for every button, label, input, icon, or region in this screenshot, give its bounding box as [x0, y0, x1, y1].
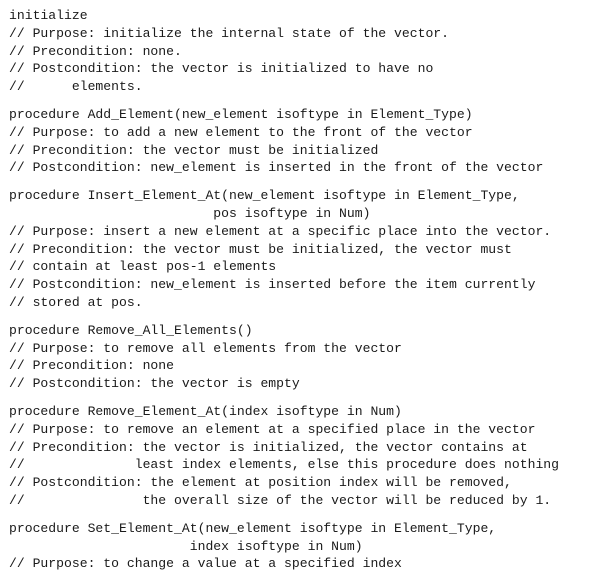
- comment-line: // Postcondition: new_element is inserted in the front of the vector: [9, 160, 544, 176]
- comment-line: // Purpose: to remove all elements from the vector: [9, 340, 402, 356]
- remove-element-at-spec: [9, 403, 607, 510]
- code-line: initialize: [9, 8, 88, 23]
- comment-line: // the overall size of the vector will be reduced by 1.: [9, 492, 552, 508]
- comment-line: // elements.: [9, 79, 143, 95]
- code-line: procedure Remove_Element_At(index isoftype in Num): [9, 403, 402, 419]
- comment-line: // Postcondition: the vector is initialized to have no: [9, 61, 434, 77]
- code-line: procedure Remove_All_Elements(): [9, 322, 253, 338]
- comment-line: // Purpose: to add a new element to the front of the vector: [9, 124, 473, 140]
- comment-line: // Postcondition: the element at position index will be removed,: [9, 475, 512, 491]
- remove-all-elements-spec: [9, 322, 607, 393]
- comment-line: // stored at pos.: [9, 294, 143, 310]
- code-line: index isoftype in Num): [9, 538, 363, 554]
- initialize-spec: [9, 7, 607, 96]
- comment-line: // Precondition: the vector is initialized, the vector contains at: [9, 439, 528, 455]
- comment-line: // Precondition: none: [9, 358, 175, 374]
- add-element-spec: [9, 106, 607, 177]
- set-element-at-spec: [9, 520, 607, 573]
- comment-line: // Precondition: none.: [9, 43, 182, 59]
- comment-line: // Postcondition: new_element is inserted before the item currently: [9, 277, 536, 293]
- code-line: procedure Add_Element(new_element isoftype in Element_Type): [9, 106, 473, 122]
- comment-line: // Precondition: the vector must be initialized: [9, 142, 379, 158]
- comment-line: // contain at least pos-1 elements: [9, 259, 277, 275]
- comment-line: // least index elements, else this procedure does nothing: [9, 457, 560, 473]
- comment-line: // Purpose: to change a value at a specified index: [9, 556, 402, 572]
- code-line: procedure Set_Element_At(new_element isoftype in Element_Type,: [9, 520, 497, 536]
- comment-line: // Purpose: insert a new element at a specific place into the vector.: [9, 223, 552, 239]
- comment-line: // Purpose: to remove an element at a specified place in the vector: [9, 421, 536, 437]
- comment-line: // Purpose: initialize the internal state of the vector.: [9, 25, 450, 41]
- code-line: pos isoftype in Num): [9, 205, 371, 221]
- comment-line: // Postcondition: the vector is empty: [9, 376, 300, 392]
- comment-line: // Precondition: the vector must be initialized, the vector must: [9, 241, 512, 257]
- code-line: procedure Insert_Element_At(new_element isoftype in Element_Type,: [9, 188, 520, 204]
- insert-element-at-spec: [9, 187, 607, 312]
